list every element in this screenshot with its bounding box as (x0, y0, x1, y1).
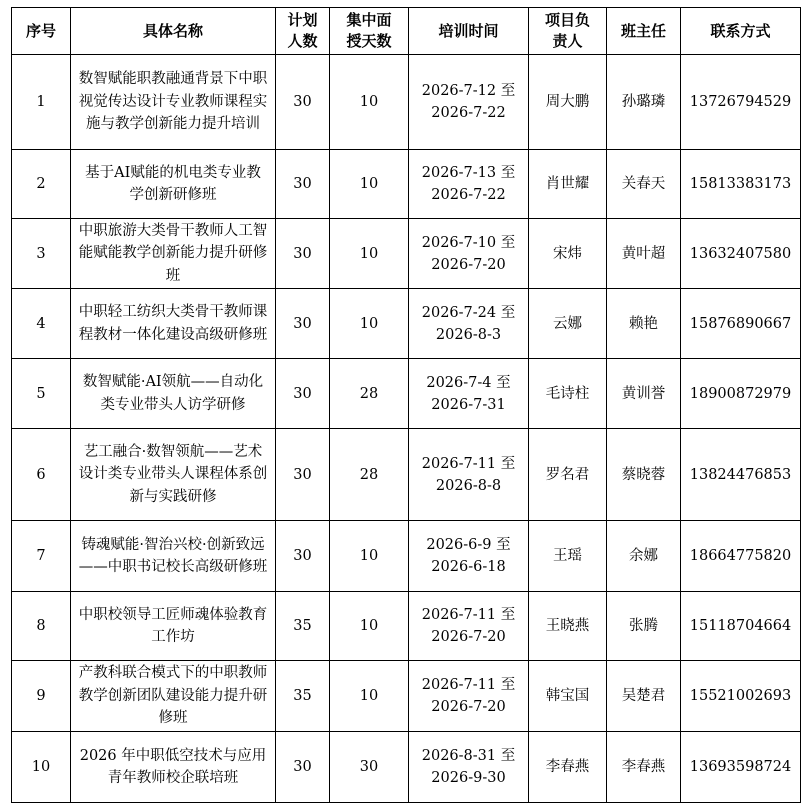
cell-name: 数智赋能·AI领航——自动化类专业带头人访学研修 (71, 359, 276, 429)
table-row (12, 289, 801, 359)
cell-lead: 王晓燕 (529, 592, 607, 661)
cell-lead: 宋炜 (529, 219, 607, 289)
cell-seq: 10 (12, 732, 71, 803)
cell-lead: 周大鹏 (529, 55, 607, 150)
time-start: 2026-7-24 至 (421, 304, 516, 321)
cell-name: 产教科联合模式下的中职教师教学创新团队建设能力提升研修班 (71, 661, 276, 732)
cell-lead: 肖世耀 (529, 150, 607, 219)
training-table (11, 7, 801, 803)
time-end: 2026-8-8 (435, 477, 502, 494)
header-days: 集中面 授天数 (330, 8, 409, 55)
cell-plan: 30 (276, 732, 330, 803)
time-end: 2026-9-30 (431, 770, 506, 786)
cell-time (409, 359, 529, 429)
cell-name: 艺工融合·数智领航——艺术设计类专业带头人课程体系创新与实践研修 (71, 429, 276, 521)
cell-time (409, 55, 529, 150)
time-end: 2026-8-3 (435, 326, 502, 343)
cell-time (409, 429, 529, 521)
cell-phone: 13824476853 (681, 429, 801, 521)
cell-phone: 18900872979 (681, 359, 801, 429)
cell-time (409, 521, 529, 592)
time-end: 2026-7-20 (431, 629, 506, 645)
cell-head-teacher: 赖艳 (607, 289, 681, 359)
cell-plan: 30 (276, 521, 330, 592)
header-head-teacher: 班主任 (607, 8, 681, 55)
cell-time (409, 732, 529, 803)
time-end: 2026-7-31 (431, 396, 506, 413)
cell-days: 28 (330, 429, 409, 521)
header-name: 具体名称 (71, 8, 276, 55)
cell-head-teacher: 黄叶超 (607, 219, 681, 289)
cell-head-teacher: 张腾 (607, 592, 681, 661)
cell-plan: 30 (276, 289, 330, 359)
cell-days: 10 (330, 55, 409, 150)
cell-phone: 15118704664 (681, 592, 801, 661)
time-start: 2026-7-4 至 (426, 374, 511, 391)
time-end: 2026-7-22 (431, 187, 506, 203)
cell-name: 2026 年中职低空技术与应用青年教师校企联培班 (71, 732, 276, 803)
time-end: 2026-6-18 (431, 559, 506, 575)
cell-plan: 30 (276, 429, 330, 521)
cell-plan: 30 (276, 55, 330, 150)
cell-days: 10 (330, 521, 409, 592)
cell-lead: 王瑶 (529, 521, 607, 592)
header-contact: 联系方式 (681, 8, 801, 55)
time-start: 2026-8-31 至 (421, 748, 516, 764)
cell-lead: 李春燕 (529, 732, 607, 803)
cell-seq: 8 (12, 592, 71, 661)
header-seq: 序号 (12, 8, 71, 55)
time-end: 2026-7-20 (431, 256, 506, 273)
cell-days: 28 (330, 359, 409, 429)
table-row (12, 359, 801, 429)
cell-phone: 13726794529 (681, 55, 801, 150)
cell-plan: 35 (276, 661, 330, 732)
cell-name: 基于AI赋能的机电类专业教学创新研修班 (71, 150, 276, 219)
table-row (12, 219, 801, 289)
cell-seq: 6 (12, 429, 71, 521)
cell-days: 10 (330, 661, 409, 732)
time-end: 2026-7-20 (431, 699, 506, 715)
cell-seq: 7 (12, 521, 71, 592)
cell-phone: 13632407580 (681, 219, 801, 289)
cell-seq: 9 (12, 661, 71, 732)
cell-head-teacher: 关春天 (607, 150, 681, 219)
cell-days: 10 (330, 219, 409, 289)
cell-time (409, 592, 529, 661)
cell-phone: 18664775820 (681, 521, 801, 592)
cell-name: 中职轻工纺织大类骨干教师课程教材一体化建设高级研修班 (71, 289, 276, 359)
cell-head-teacher: 蔡晓蓉 (607, 429, 681, 521)
time-start: 2026-6-9 至 (426, 537, 511, 553)
table-row (12, 732, 801, 803)
cell-time (409, 289, 529, 359)
time-start: 2026-7-10 至 (421, 234, 516, 251)
cell-phone: 15521002693 (681, 661, 801, 732)
time-end: 2026-7-22 (431, 105, 506, 121)
cell-name: 数智赋能职教融通背景下中职视觉传达设计专业教师课程实施与教学创新能力提升培训 (71, 55, 276, 150)
header-time: 培训时间 (409, 8, 529, 55)
cell-lead: 云娜 (529, 289, 607, 359)
cell-plan: 30 (276, 150, 330, 219)
time-start: 2026-7-12 至 (421, 83, 516, 99)
cell-lead: 韩宝国 (529, 661, 607, 732)
table-row (12, 521, 801, 592)
cell-seq: 4 (12, 289, 71, 359)
cell-seq: 3 (12, 219, 71, 289)
cell-name: 铸魂赋能·智治兴校·创新致远——中职书记校长高级研修班 (71, 521, 276, 592)
cell-name: 中职校领导工匠师魂体验教育工作坊 (71, 592, 276, 661)
table-row (12, 55, 801, 150)
table-row (12, 592, 801, 661)
cell-time (409, 219, 529, 289)
cell-lead: 毛诗柱 (529, 359, 607, 429)
cell-phone: 15813383173 (681, 150, 801, 219)
cell-days: 30 (330, 732, 409, 803)
cell-head-teacher: 孙璐璘 (607, 55, 681, 150)
cell-time (409, 150, 529, 219)
cell-head-teacher: 余娜 (607, 521, 681, 592)
cell-plan: 30 (276, 219, 330, 289)
cell-head-teacher: 黄训誉 (607, 359, 681, 429)
table-row (12, 150, 801, 219)
header-plan: 计划 人数 (276, 8, 330, 55)
cell-days: 10 (330, 150, 409, 219)
cell-lead: 罗名君 (529, 429, 607, 521)
cell-days: 10 (330, 289, 409, 359)
cell-plan: 35 (276, 592, 330, 661)
cell-name: 中职旅游大类骨干教师人工智能赋能教学创新能力提升研修班 (71, 219, 276, 289)
time-start: 2026-7-11 至 (421, 677, 516, 693)
cell-seq: 2 (12, 150, 71, 219)
table-header-row (12, 8, 801, 55)
time-start: 2026-7-11 至 (421, 607, 516, 623)
time-start: 2026-7-11 至 (421, 455, 516, 472)
cell-seq: 1 (12, 55, 71, 150)
table-row (12, 429, 801, 521)
table-row (12, 661, 801, 732)
cell-head-teacher: 吴楚君 (607, 661, 681, 732)
cell-days: 10 (330, 592, 409, 661)
cell-phone: 15876890667 (681, 289, 801, 359)
cell-phone: 13693598724 (681, 732, 801, 803)
header-lead: 项目负 责人 (529, 8, 607, 55)
cell-seq: 5 (12, 359, 71, 429)
cell-plan: 30 (276, 359, 330, 429)
time-start: 2026-7-13 至 (421, 165, 516, 181)
cell-head-teacher: 李春燕 (607, 732, 681, 803)
cell-time (409, 661, 529, 732)
